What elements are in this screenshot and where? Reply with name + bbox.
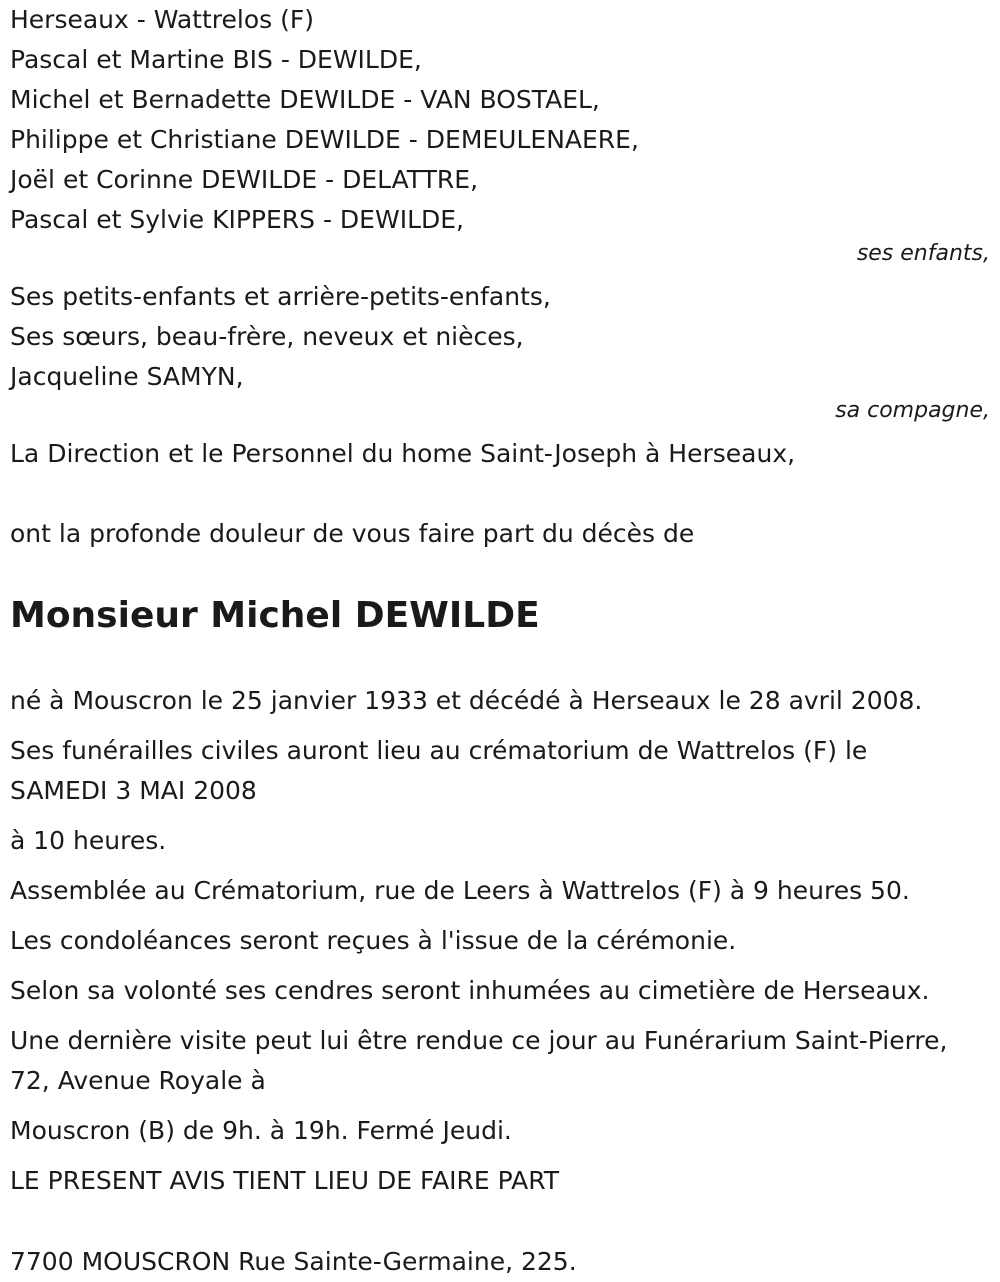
children-role: ses enfants, bbox=[856, 241, 990, 266]
notice-line: LE PRESENT AVIS TIENT LIEU DE FAIRE PART bbox=[10, 1166, 560, 1195]
child-line: Michel et Bernadette DEWILDE - VAN BOSTAEL, bbox=[10, 85, 600, 114]
companion-role: sa compagne, bbox=[835, 398, 990, 423]
companion-name: Jacqueline SAMYN, bbox=[10, 362, 244, 391]
relatives-line: Ses petits-enfants et arrière-petits-enfants, bbox=[10, 282, 551, 311]
child-line: Joël et Corinne DEWILDE - DELATTRE, bbox=[10, 165, 479, 194]
child-line: Pascal et Martine BIS - DEWILDE, bbox=[10, 45, 422, 74]
announcement-intro: ont la profonde douleur de vous faire part du décès de bbox=[10, 519, 695, 548]
birth-death-line: né à Mouscron le 25 janvier 1933 et décédé à Herseaux le 28 avril 2008. bbox=[10, 686, 923, 715]
ashes-line: Selon sa volonté ses cendres seront inhumées au cimetière de Herseaux. bbox=[10, 976, 930, 1005]
visit-line: Une dernière visite peut lui être rendue ce jour au Funérarium Saint-Pierre, 72, Avenue Royale à bbox=[10, 1026, 948, 1095]
visit-hours-line: Mouscron (B) de 9h. à 19h. Fermé Jeudi. bbox=[10, 1116, 512, 1145]
child-line: Pascal et Sylvie KIPPERS - DEWILDE, bbox=[10, 205, 464, 234]
death-notice bbox=[10, 0, 990, 1282]
funeral-line: Ses funérailles civiles auront lieu au crématorium de Wattrelos (F) le SAMEDI 3 MAI 2008 bbox=[10, 736, 868, 805]
address-line: 7700 MOUSCRON Rue Sainte-Germaine, 225. bbox=[10, 1247, 577, 1276]
child-line: Philippe et Christiane DEWILDE - DEMEULENAERE, bbox=[10, 125, 639, 154]
condolences-line: Les condoléances seront reçues à l'issue de la cérémonie. bbox=[10, 926, 737, 955]
institution-line: La Direction et le Personnel du home Saint-Joseph à Herseaux, bbox=[10, 439, 796, 468]
relatives-line: Ses sœurs, beau-frère, neveux et nièces, bbox=[10, 322, 524, 351]
deceased-name: Monsieur Michel DEWILDE bbox=[10, 595, 540, 636]
location-header: Herseaux - Wattrelos (F) bbox=[10, 5, 314, 34]
funeral-time: à 10 heures. bbox=[10, 826, 167, 855]
assembly-line: Assemblée au Crématorium, rue de Leers à Wattrelos (F) à 9 heures 50. bbox=[10, 876, 910, 905]
